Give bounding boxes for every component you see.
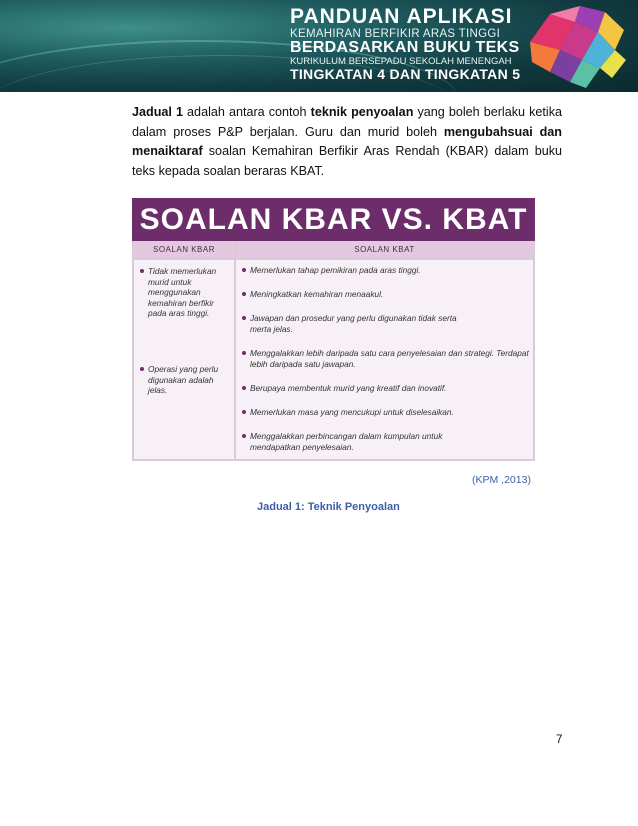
kbar-column-header: SOALAN KBAR (134, 241, 234, 258)
kbat-item (250, 265, 528, 276)
para-bold-text: mengubahsuai dan menaiktaraf (132, 124, 562, 158)
banner-subtitle: KEMAHIRAN BERFIKIR ARAS TINGGI (290, 28, 501, 40)
kbar-item (148, 364, 228, 396)
kbat-item (250, 407, 528, 418)
banner-subtitle: TINGKATAN 4 DAN TINGKATAN 5 (290, 66, 521, 82)
bullet-icon (140, 269, 144, 273)
kbat-item-text: Menggalakkan perbincangan dalam kumpulan untuk mendapatkan penyelesaian. (250, 431, 443, 452)
kbat-item-text: Meningkatkan kemahiran menaakul. (250, 289, 384, 299)
bullet-icon (242, 434, 246, 438)
kbat-item (250, 313, 470, 334)
bullet-icon (140, 367, 144, 371)
kbat-item (250, 431, 480, 452)
intro-paragraph (132, 103, 562, 181)
kbar-item (148, 266, 228, 319)
kbat-item-text: Berupaya membentuk murid yang kreatif dan inovatif. (250, 383, 447, 393)
kbat-item (250, 383, 528, 394)
page-number: 7 (556, 734, 563, 746)
kbat-column-header: SOALAN KBAT (236, 241, 533, 258)
kbar-item-text: Operasi yang perlu digunakan adalah jelas. (148, 364, 219, 395)
kbar-item-text: Tidak memerlukan murid untuk menggunakan kemahiran berfikir pada aras tinggi. (148, 266, 217, 318)
bullet-icon (242, 410, 246, 414)
source-citation: (KPM ,2013) (472, 474, 531, 486)
kbar-column (134, 260, 234, 459)
kbat-item-text: Jawapan dan prosedur yang perlu digunakan tidak serta merta jelas. (250, 313, 457, 334)
figure-title: SOALAN KBAR VS. KBAT (132, 198, 535, 241)
para-bold-text: Jadual 1 (132, 105, 183, 119)
kbat-item (250, 348, 532, 369)
kbat-item-text: Menggalakkan lebih daripada satu cara penyelesaian dan strategi. Terdapat lebih daripada satu jawapan. (250, 348, 529, 369)
para-text: adalah antara contoh (182, 105, 311, 119)
table-caption: Jadual 1: Teknik Penyoalan (257, 501, 400, 513)
banner-title-block (290, 6, 520, 82)
bullet-icon (242, 292, 246, 296)
banner-subtitle: BERDASARKAN BUKU TEKS (290, 39, 520, 56)
para-text: soalan Kemahiran Berfikir Aras Rendah (KBAR) dalam buku teks kepada soalan beraras KBAT. (132, 144, 562, 178)
kbar-vs-kbat-table-image (132, 198, 535, 461)
bullet-icon (242, 386, 246, 390)
header-banner (0, 0, 638, 92)
bullet-icon (242, 351, 246, 355)
kbat-item (250, 289, 528, 300)
para-text: yang boleh berlaku ketika dalam proses P&P berjalan. Guru dan murid boleh (132, 105, 563, 139)
banner-title: PANDUAN APLIKASI (290, 5, 513, 28)
para-bold-text: teknik penyoalan (310, 105, 414, 119)
brain-logo-icon (520, 2, 632, 90)
kbat-column (236, 260, 533, 459)
banner-subtitle: KURIKULUM BERSEPADU SEKOLAH MENENGAH (290, 56, 512, 67)
bullet-icon (242, 316, 246, 320)
kbat-item-text: Memerlukan masa yang mencukupi untuk diselesaikan. (250, 407, 454, 417)
bullet-icon (242, 268, 246, 272)
kbat-item-text: Memerlukan tahap pemikiran pada aras tinggi. (250, 265, 421, 275)
